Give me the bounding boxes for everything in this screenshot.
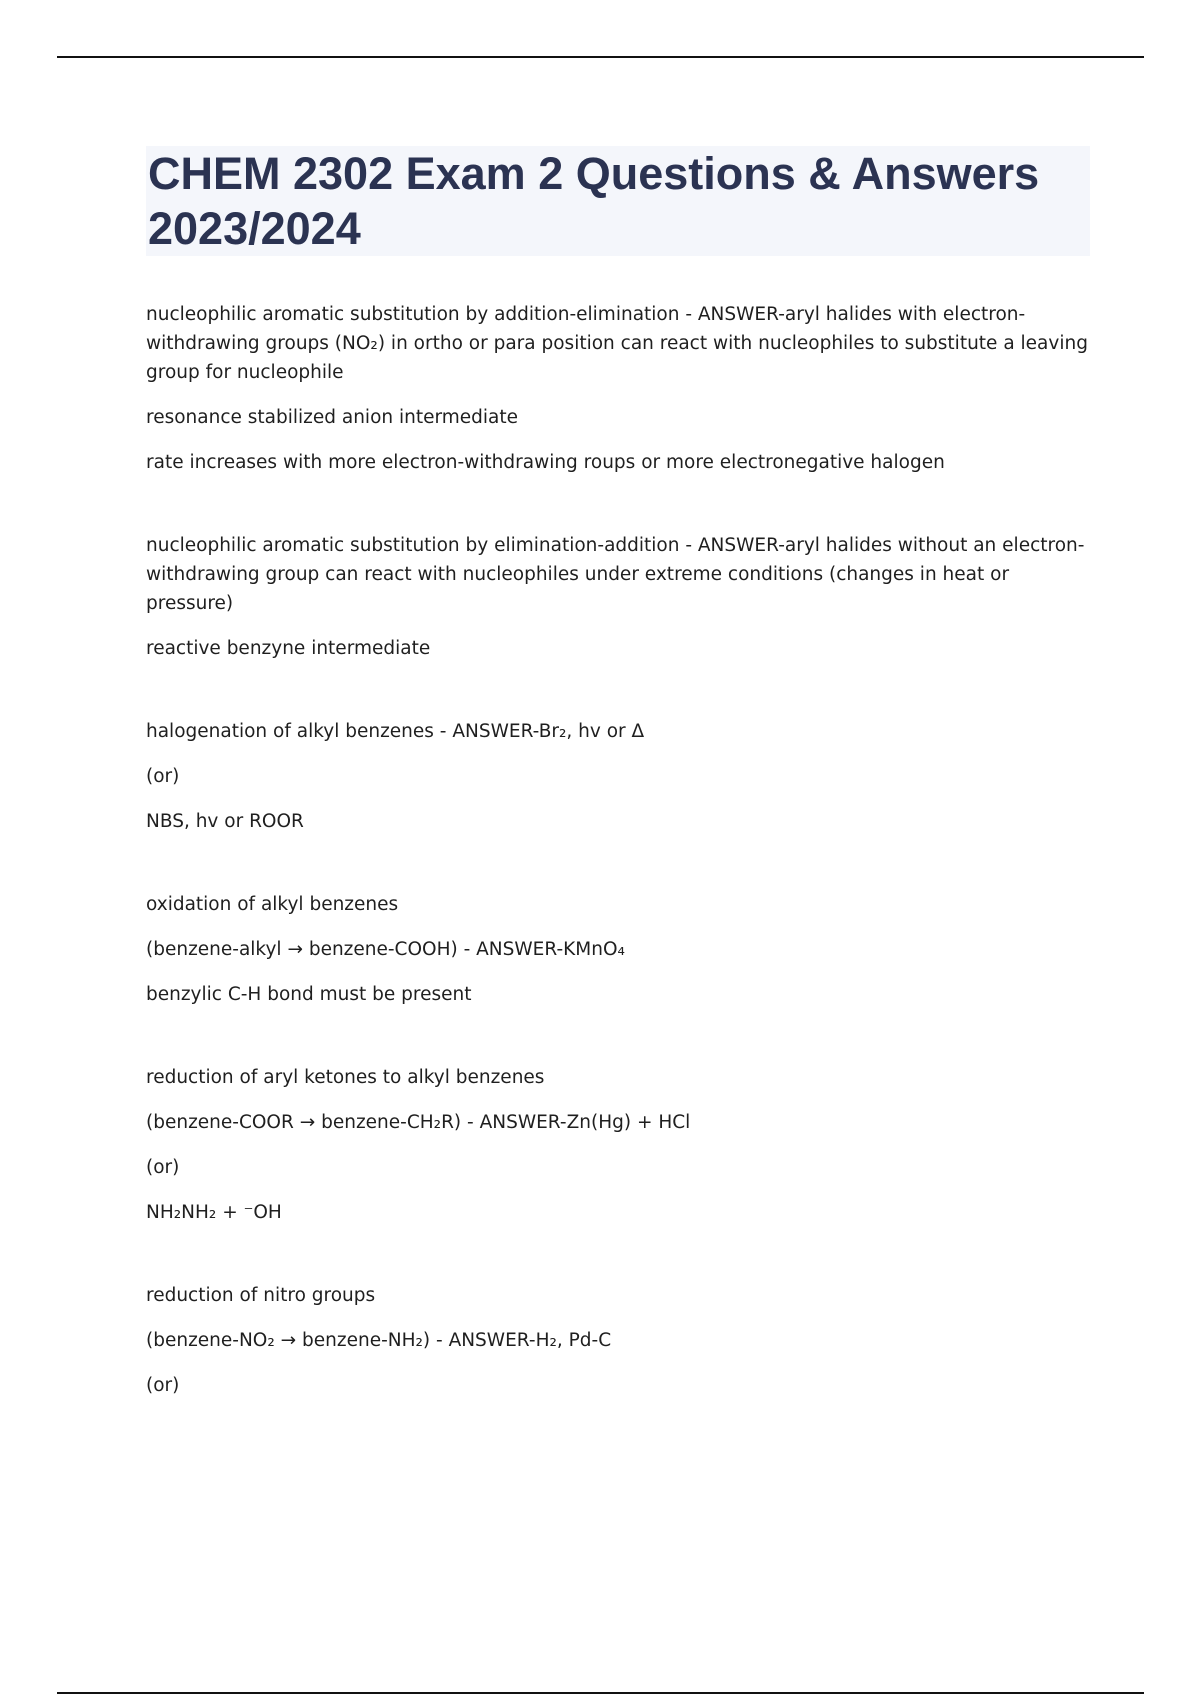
entry-text: resonance stabilized anion intermediate	[146, 407, 519, 428]
entry-text: oxidation of alkyl benzenes	[146, 894, 399, 915]
entry-text: (benzene-alkyl → benzene-COOH) - ANSWER-KMnO₄	[146, 939, 625, 960]
top-rule	[57, 56, 1144, 58]
entry-text: halogenation of alkyl benzenes - ANSWER-Br₂, hv or Δ	[146, 721, 645, 742]
qa-entry	[146, 717, 1091, 836]
entry-text: reactive benzyne intermediate	[146, 638, 431, 659]
qa-entry	[146, 890, 1091, 1009]
qa-entry	[146, 531, 1091, 663]
entry-text: (or)	[146, 1375, 180, 1396]
entry-text: (or)	[146, 1157, 180, 1178]
qa-content	[146, 300, 1091, 1400]
entry-text: (benzene-NO₂ → benzene-NH₂) - ANSWER-H₂, Pd-C	[146, 1330, 612, 1351]
entry-text: reduction of nitro groups	[146, 1285, 376, 1306]
qa-entry	[146, 300, 1091, 477]
entry-text: nucleophilic aromatic substitution by elimination-addition - ANSWER-aryl halides without an electron-withdrawing group can react with nucleophiles under extreme conditions (changes in heat or pressure)	[146, 535, 1085, 614]
document-title: CHEM 2302 Exam 2 Questions & Answers 2023/2024	[148, 148, 1040, 254]
qa-entry	[146, 1063, 1091, 1227]
entry-text: (or)	[146, 766, 180, 787]
entry-text: NBS, hv or ROOR	[146, 811, 304, 832]
entry-text: NH₂NH₂ + ⁻OH	[146, 1202, 282, 1223]
bottom-rule	[57, 1692, 1144, 1694]
entry-text: nucleophilic aromatic substitution by addition-elimination - ANSWER-aryl halides with electron-withdrawing groups (NO₂) in ortho or para position can react with nucleophiles to substitute a leaving group for nucleophile	[146, 304, 1088, 383]
entry-text: (benzene-COOR → benzene-CH₂R) - ANSWER-Zn(Hg) + HCl	[146, 1112, 691, 1133]
entry-text: benzylic C-H bond must be present	[146, 984, 472, 1005]
entry-text: rate increases with more electron-withdrawing roups or more electronegative halogen	[146, 452, 945, 473]
title-block	[146, 146, 1090, 256]
qa-entry	[146, 1281, 1091, 1400]
entry-text: reduction of aryl ketones to alkyl benzenes	[146, 1067, 545, 1088]
